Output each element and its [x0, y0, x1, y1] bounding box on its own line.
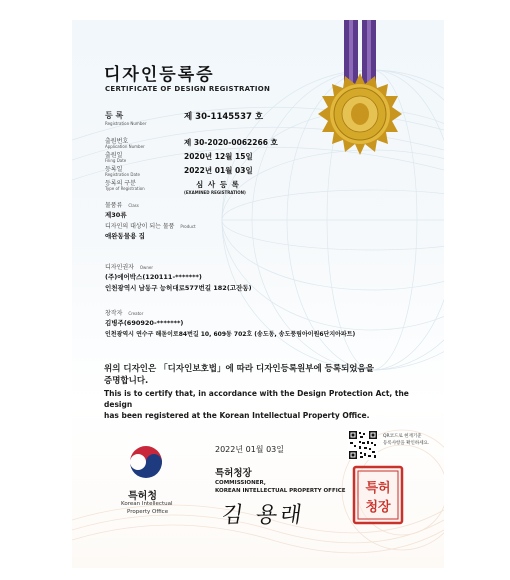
kipo-name-en-line2: Property Office: [127, 509, 169, 515]
statement-kr-line1: 위의 디자인은 「디자인보호법」에 따라 디자인등록원부에 등록되었음을: [104, 364, 374, 374]
app-no-label: 출원번호: [105, 138, 129, 145]
qr-note-line1: QR코드로 현재기준: [383, 434, 422, 439]
certification-statement-en: [104, 388, 434, 421]
filing-date-label: 출원일: [105, 152, 123, 159]
signature: 김 용래: [219, 503, 307, 528]
kipo-name-kr: 특허청: [128, 491, 157, 502]
certification-statement-kr: [104, 363, 414, 387]
owner-name: (주)에어박스(120111-*******): [105, 273, 202, 281]
product-label-en: Product: [180, 224, 196, 229]
statement-en-line1: This is to certify that, in accordance with the Design Protection Act, the design: [104, 389, 409, 409]
class-label-kr: 물품류: [105, 202, 123, 209]
reg-no-label: 등 록: [105, 111, 124, 120]
owner-address: 인천광역시 남동구 능허대로577번길 182(고잔동): [105, 284, 252, 292]
reg-date-value: 2022년 01월 03일: [184, 166, 253, 175]
app-no-label-en: Application Number: [105, 144, 145, 149]
class-value: 제30류: [105, 211, 127, 219]
qr-note-line2: 등록사항을 확인하세요.: [383, 441, 430, 446]
owner-label: [105, 262, 153, 271]
official-stamp-icon: [352, 465, 404, 525]
statement-kr-line2: 증명합니다.: [104, 376, 149, 386]
certificate: [72, 20, 444, 568]
commissioner-en-line2: KOREAN INTELLECTUAL PROPERTY OFFICE: [215, 488, 346, 494]
reg-date-label-en: Registration Date: [105, 172, 140, 177]
statement-en-line2: has been registered at the Korean Intellectual Property Office.: [104, 411, 370, 420]
qr-code-icon[interactable]: [348, 430, 378, 460]
stamp-text-top: 특허: [365, 481, 391, 496]
creator-name: 김병주(690920-*******): [105, 319, 184, 327]
creator-label: [105, 308, 143, 317]
creator-label-kr: 창작자: [105, 310, 123, 317]
product-label-kr: 디자인의 대상이 되는 물품: [105, 223, 175, 230]
issue-date: 2022년 01월 03일: [215, 445, 284, 454]
kipo-logo-icon: [128, 444, 164, 480]
filing-date-value: 2020년 12월 15일: [184, 152, 253, 161]
certificate-title: 디자인등록증: [104, 65, 215, 85]
commissioner-en-line1: COMMISSIONER,: [215, 480, 266, 486]
product-value: 애완동물용 집: [105, 232, 145, 240]
stamp-text-bottom: 청장: [365, 500, 391, 515]
owner-label-kr: 디자인권자: [105, 264, 134, 271]
reg-date-label: 등록일: [105, 166, 123, 173]
class-label-en: Class: [128, 203, 139, 208]
filing-date-label-en: Filing Date: [105, 158, 127, 163]
reg-type-value: 심 사 등 록: [196, 180, 240, 189]
office-title: 특허청장: [215, 468, 252, 479]
creator-address: 인천광역시 연수구 해돋이로84번길 10, 609동 702호 (송도동, 송도풍림아이원6단지아파트): [105, 331, 356, 338]
creator-label-en: Creator: [128, 311, 144, 316]
owner-label-en: Owner: [139, 265, 153, 270]
product-label: [105, 221, 196, 230]
class-label: [105, 200, 139, 209]
kipo-name-en-line1: Korean Intellectual: [121, 501, 173, 507]
reg-no-value: 제 30-1145537 호: [184, 112, 264, 122]
reg-type-value-en: (EXAMINED REGISTRATION): [184, 190, 246, 195]
certificate-title-en: CERTIFICATE OF DESIGN REGISTRATION: [105, 85, 271, 93]
app-no-value: 제 30-2020-0062266 호: [184, 138, 278, 147]
reg-type-label: 등록의 구분: [105, 180, 136, 187]
reg-no-label-en: Registration Number: [105, 121, 147, 126]
reg-type-label-en: Type of Registration: [105, 186, 145, 191]
gold-seal-icon: [318, 72, 402, 156]
